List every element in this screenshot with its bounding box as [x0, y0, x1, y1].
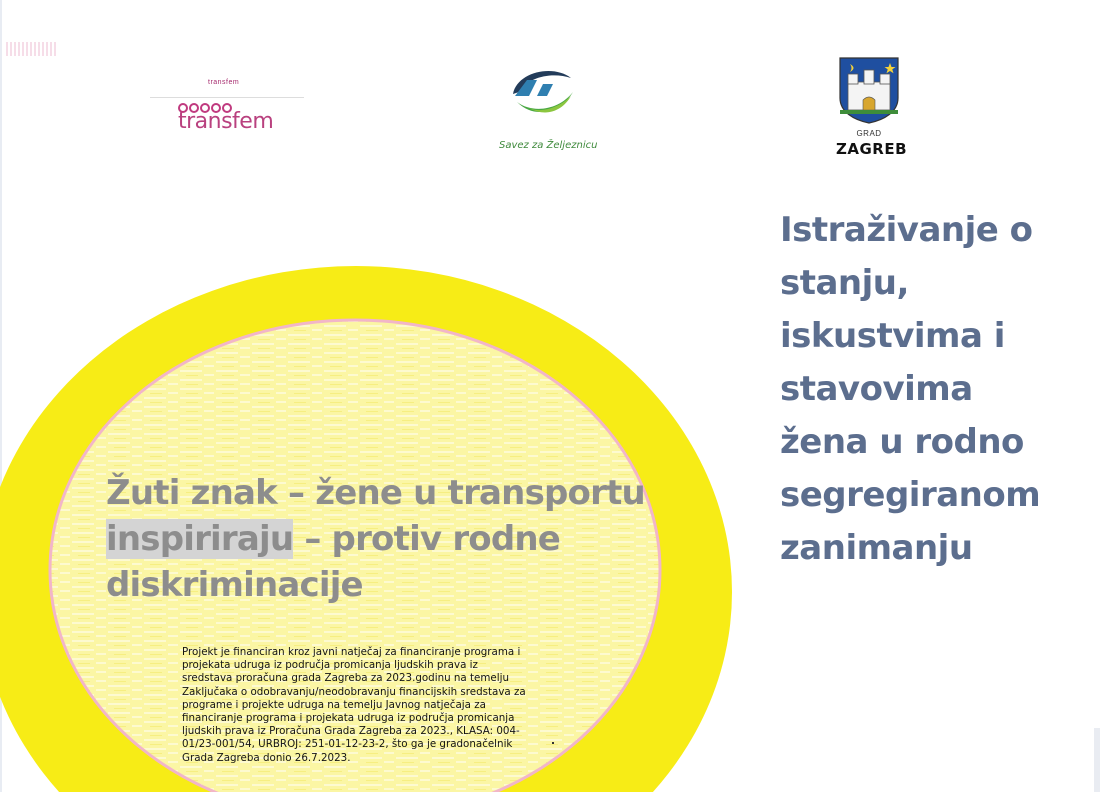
zagreb-name-label: ZAGREB: [836, 140, 908, 158]
side-title-line: stanju,: [780, 263, 909, 303]
side-title-line: zanimanju: [780, 528, 973, 568]
main-title-line-2: [106, 516, 666, 562]
zagreb-coat-of-arms-icon: [838, 56, 900, 124]
funding-statement: Projekt je financiran kroz javni natječaj za financiranje programa i projekata udruga iz područja promicanja ljudskih prava iz sredstava proračuna grada Zagreba za 2023.godinu na temelju Zaključaka o odobravanju/neodobravanju financijskih sredstava za programe i projekte udruga na temelju Javnog natječaja za financiranje programa i projekata udruga iz područja promicanja ljudskih prava iz Proračuna Grada Zagreba za 2023., KLASA: 004-01/23-001/54, URBROJ: 251-01-12-23-2, što ga je gradonačelnik Grada Zagreba donio 26.7.2023.: [182, 646, 526, 764]
main-title: [106, 470, 666, 608]
savez-swoosh-icon: [507, 62, 579, 124]
main-title-line-3: diskriminacije: [106, 565, 363, 605]
side-title-line: Istraživanje o: [780, 210, 1033, 250]
transfem-divider: [150, 97, 304, 98]
zagreb-grad-label: GRAD: [856, 129, 882, 138]
transfem-small-text: transfem: [208, 79, 240, 86]
side-title-line: stavovima: [780, 369, 973, 409]
grad-zagreb-logo: [836, 56, 906, 166]
savez-caption: Savez za Željeznicu: [499, 140, 598, 151]
main-title-line-2-rest: – protiv rodne: [293, 519, 561, 559]
transfem-logo: [150, 78, 304, 140]
main-title-highlight: inspiriraju: [106, 519, 294, 559]
stray-dot: [552, 742, 554, 744]
transfem-wordmark: transfem: [178, 109, 274, 134]
main-title-line-1: Žuti znak – žene u transportu: [106, 473, 645, 513]
side-title-line: žena u rodno: [780, 422, 1024, 462]
side-title-line: segregiranom: [780, 475, 1041, 515]
side-title-line: iskustvima i: [780, 316, 1005, 356]
side-title: [780, 204, 1080, 575]
savez-za-zeljeznicu-logo: [495, 62, 605, 162]
